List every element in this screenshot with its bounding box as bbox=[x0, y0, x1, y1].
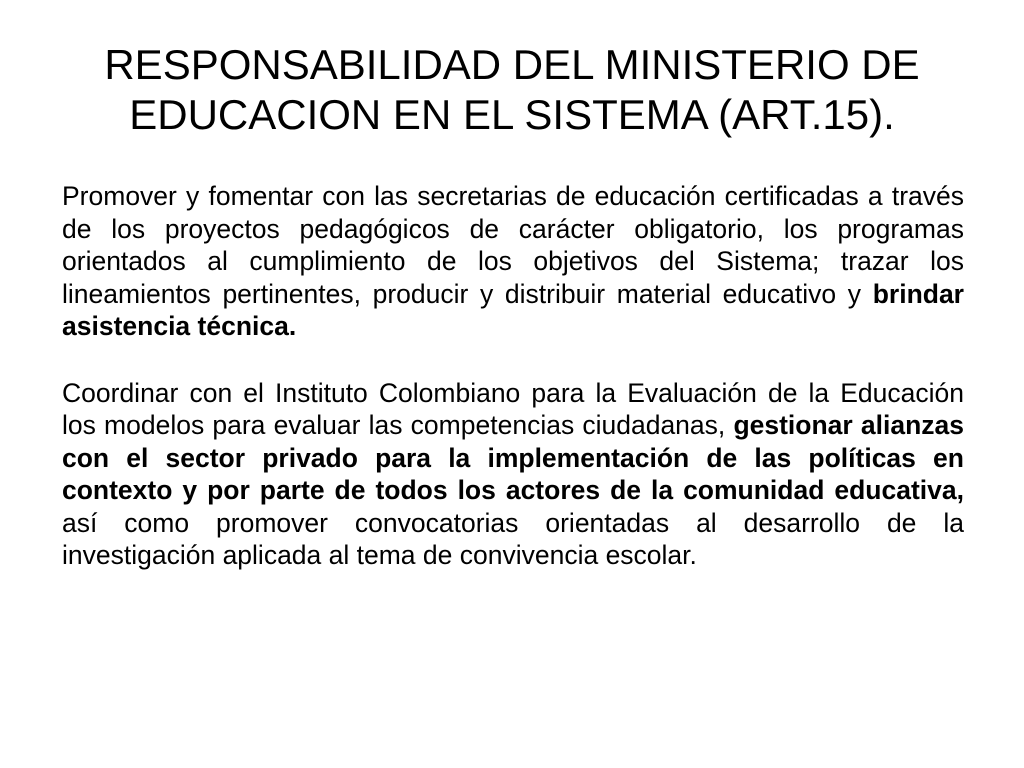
slide-title bbox=[60, 40, 964, 141]
paragraph-ministry-coordination bbox=[62, 377, 964, 572]
slide-title-line-2: EDUCACION EN EL SISTEMA (ART.15). bbox=[129, 91, 895, 139]
paragraph-1-bold-text: brindar asistencia técnica. bbox=[62, 278, 964, 341]
paragraph-2-regular-text-end: así como promover convocatorias orientadas al desarrollo de la investigación aplicada al tema de convivencia escolar. bbox=[62, 507, 964, 570]
slide-title-line-1: RESPONSABILIDAD DEL MINISTERIO DE bbox=[104, 41, 920, 88]
paragraph-ministry-promotion bbox=[62, 180, 964, 343]
paragraph-2-bold-text: gestionar alianzas con el sector privado para la implementación de las políticas en contexto y por parte de todos los actores de la comunidad educativa, bbox=[62, 410, 964, 505]
paragraph-1-regular-text: Promover y fomentar con las secretarias de educación certificadas a través de los proyectos pedagógicos de carácter obligatorio, los programas orientados al cumplimiento de los objetivos del Sistema; trazar los lineamientos pertinentes, producir y distribuir material educativo y bbox=[62, 181, 964, 309]
slide-body bbox=[62, 180, 964, 606]
paragraph-2-regular-text-start: Coordinar con el Instituto Colombiano para la Evaluación de la Educación los modelos para evaluar las competencias ciudadanas, bbox=[62, 377, 964, 440]
